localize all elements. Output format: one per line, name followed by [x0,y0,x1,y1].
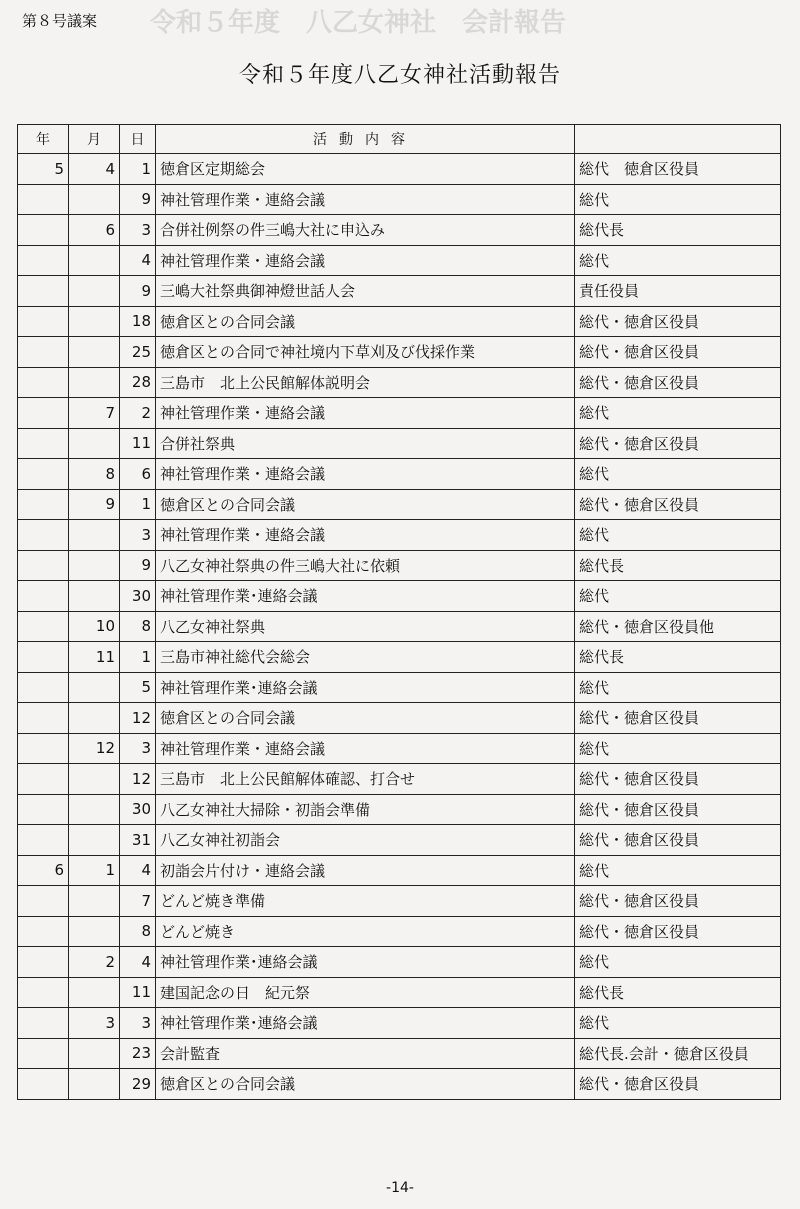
table-row [18,489,781,520]
cell-year [18,367,69,398]
cell-year: 6 [18,855,69,886]
cell-day: 4 [120,245,156,276]
cell-year [18,886,69,917]
cell-day: 11 [120,428,156,459]
table-row [18,855,781,886]
header-content: 活動内容 [156,125,575,154]
cell-year: 5 [18,154,69,185]
cell-content: 神社管理作業･連絡会議 [156,947,575,978]
cell-participants: 総代長 [575,642,781,673]
cell-year [18,916,69,947]
cell-year [18,520,69,551]
cell-month [69,337,120,368]
cell-month: 9 [69,489,120,520]
cell-content: 初詣会片付け・連絡会議 [156,855,575,886]
cell-month: 7 [69,398,120,429]
cell-participants: 総代長 [575,550,781,581]
page-number: -14- [386,1180,414,1196]
cell-content: 三島市神社総代会総会 [156,642,575,673]
cell-month: 4 [69,154,120,185]
cell-year [18,825,69,856]
cell-month: 8 [69,459,120,490]
cell-content: 神社管理作業･連絡会議 [156,581,575,612]
table-row [18,703,781,734]
cell-month [69,1069,120,1100]
cell-day: 12 [120,703,156,734]
table-row [18,794,781,825]
table-row [18,642,781,673]
cell-content: 八乙女神社大掃除・初詣会準備 [156,794,575,825]
cell-participants: 総代 [575,184,781,215]
table-row [18,611,781,642]
table-row [18,245,781,276]
cell-month [69,977,120,1008]
cell-month: 1 [69,855,120,886]
cell-content: 神社管理作業・連絡会議 [156,733,575,764]
table-row [18,306,781,337]
table-row [18,1008,781,1039]
cell-participants: 総代 徳倉区役員 [575,154,781,185]
cell-year [18,703,69,734]
cell-day: 29 [120,1069,156,1100]
cell-day: 9 [120,276,156,307]
header-day: 日 [120,125,156,154]
cell-day: 6 [120,459,156,490]
table-row [18,337,781,368]
cell-content: 徳倉区との合同会議 [156,703,575,734]
cell-participants: 総代・徳倉区役員他 [575,611,781,642]
cell-participants: 総代長 [575,977,781,1008]
table-row [18,398,781,429]
cell-year [18,733,69,764]
cell-day: 4 [120,947,156,978]
cell-day: 3 [120,1008,156,1039]
cell-month [69,367,120,398]
header-month: 月 [69,125,120,154]
cell-participants: 総代長 [575,215,781,246]
cell-day: 18 [120,306,156,337]
cell-month [69,520,120,551]
cell-year [18,1069,69,1100]
cell-participants: 責任役員 [575,276,781,307]
cell-content: 徳倉区との合同で神社境内下草刈及び伐採作業 [156,337,575,368]
header-year: 年 [18,125,69,154]
cell-year [18,672,69,703]
cell-content: 神社管理作業・連絡会議 [156,184,575,215]
table-row [18,367,781,398]
bleed-through-title: 令和５年度 八乙女神社 会計報告 [150,8,567,38]
cell-month: 11 [69,642,120,673]
cell-content: 八乙女神社初詣会 [156,825,575,856]
cell-content: どんど焼き [156,916,575,947]
table-row [18,672,781,703]
cell-participants: 総代・徳倉区役員 [575,1069,781,1100]
cell-month: 6 [69,215,120,246]
cell-content: 建国記念の日 紀元祭 [156,977,575,1008]
cell-content: 会計監査 [156,1038,575,1069]
activity-table [17,124,781,1100]
cell-content: どんど焼き準備 [156,886,575,917]
cell-content: 神社管理作業･連絡会議 [156,1008,575,1039]
cell-day: 9 [120,550,156,581]
table-row [18,550,781,581]
cell-day: 31 [120,825,156,856]
cell-content: 三島市 北上公民館解体確認、打合せ [156,764,575,795]
cell-day: 2 [120,398,156,429]
cell-year [18,306,69,337]
cell-content: 合併社祭典 [156,428,575,459]
cell-year [18,489,69,520]
cell-day: 23 [120,1038,156,1069]
cell-month [69,1038,120,1069]
cell-year [18,459,69,490]
cell-month [69,672,120,703]
table-header-row [18,125,781,154]
table-row [18,886,781,917]
table-row [18,428,781,459]
cell-day: 1 [120,154,156,185]
cell-day: 30 [120,794,156,825]
table-row [18,184,781,215]
cell-month [69,703,120,734]
cell-day: 12 [120,764,156,795]
table-row [18,154,781,185]
cell-month [69,764,120,795]
cell-content: 三嶋大社祭典御神燈世話人会 [156,276,575,307]
cell-participants: 総代 [575,581,781,612]
cell-day: 7 [120,886,156,917]
cell-month [69,825,120,856]
cell-content: 徳倉区との合同会議 [156,1069,575,1100]
cell-content: 徳倉区との合同会議 [156,489,575,520]
cell-year [18,1038,69,1069]
cell-day: 3 [120,520,156,551]
cell-year [18,276,69,307]
table-row [18,520,781,551]
cell-participants: 総代 [575,398,781,429]
table-row [18,977,781,1008]
cell-participants: 総代 [575,733,781,764]
cell-month [69,245,120,276]
cell-content: 神社管理作業・連絡会議 [156,520,575,551]
cell-month [69,886,120,917]
cell-month [69,306,120,337]
cell-year [18,184,69,215]
cell-day: 30 [120,581,156,612]
cell-day: 11 [120,977,156,1008]
cell-year [18,764,69,795]
cell-month [69,550,120,581]
cell-participants: 総代長.会計・徳倉区役員 [575,1038,781,1069]
cell-year [18,550,69,581]
cell-day: 5 [120,672,156,703]
cell-participants: 総代・徳倉区役員 [575,703,781,734]
cell-year [18,215,69,246]
cell-day: 8 [120,916,156,947]
table-row [18,459,781,490]
cell-participants: 総代 [575,245,781,276]
cell-year [18,794,69,825]
cell-content: 神社管理作業・連絡会議 [156,398,575,429]
cell-day: 1 [120,489,156,520]
cell-participants: 総代・徳倉区役員 [575,916,781,947]
cell-content: 徳倉区定期総会 [156,154,575,185]
cell-month [69,428,120,459]
agenda-number: 第８号議案 [22,12,98,30]
table-row [18,1038,781,1069]
cell-month [69,581,120,612]
table-row [18,1069,781,1100]
cell-day: 25 [120,337,156,368]
cell-year [18,398,69,429]
table-row [18,764,781,795]
cell-day: 3 [120,215,156,246]
cell-month [69,794,120,825]
header-participants [575,125,781,154]
cell-content: 合併社例祭の件三嶋大社に申込み [156,215,575,246]
table-row [18,276,781,307]
cell-month: 2 [69,947,120,978]
cell-participants: 総代・徳倉区役員 [575,489,781,520]
cell-year [18,245,69,276]
cell-month: 3 [69,1008,120,1039]
page-title: 令和５年度八乙女神社活動報告 [238,63,561,88]
cell-content: 八乙女神社祭典の件三嶋大社に依頼 [156,550,575,581]
cell-participants: 総代 [575,459,781,490]
cell-year [18,1008,69,1039]
cell-participants: 総代・徳倉区役員 [575,337,781,368]
cell-day: 4 [120,855,156,886]
cell-day: 8 [120,611,156,642]
cell-participants: 総代・徳倉区役員 [575,306,781,337]
cell-content: 徳倉区との合同会議 [156,306,575,337]
cell-content: 八乙女神社祭典 [156,611,575,642]
cell-month [69,916,120,947]
cell-content: 神社管理作業･連絡会議 [156,672,575,703]
cell-day: 9 [120,184,156,215]
cell-participants: 総代 [575,1008,781,1039]
cell-participants: 総代 [575,672,781,703]
table-row [18,916,781,947]
cell-year [18,642,69,673]
cell-month: 12 [69,733,120,764]
cell-year [18,337,69,368]
table-row [18,947,781,978]
table-body [18,154,781,1100]
cell-month: 10 [69,611,120,642]
cell-content: 三島市 北上公民館解体説明会 [156,367,575,398]
cell-participants: 総代・徳倉区役員 [575,764,781,795]
table-row [18,215,781,246]
cell-year [18,611,69,642]
cell-month [69,184,120,215]
cell-participants: 総代・徳倉区役員 [575,794,781,825]
cell-participants: 総代・徳倉区役員 [575,886,781,917]
cell-day: 1 [120,642,156,673]
cell-participants: 総代 [575,947,781,978]
cell-participants: 総代・徳倉区役員 [575,367,781,398]
cell-participants: 総代・徳倉区役員 [575,825,781,856]
cell-content: 神社管理作業・連絡会議 [156,245,575,276]
cell-participants: 総代 [575,855,781,886]
cell-year [18,947,69,978]
cell-year [18,428,69,459]
table-row [18,825,781,856]
cell-month [69,276,120,307]
cell-day: 28 [120,367,156,398]
cell-year [18,581,69,612]
cell-participants: 総代・徳倉区役員 [575,428,781,459]
cell-participants: 総代 [575,520,781,551]
cell-year [18,977,69,1008]
table-row [18,581,781,612]
cell-content: 神社管理作業・連絡会議 [156,459,575,490]
table-row [18,733,781,764]
cell-day: 3 [120,733,156,764]
